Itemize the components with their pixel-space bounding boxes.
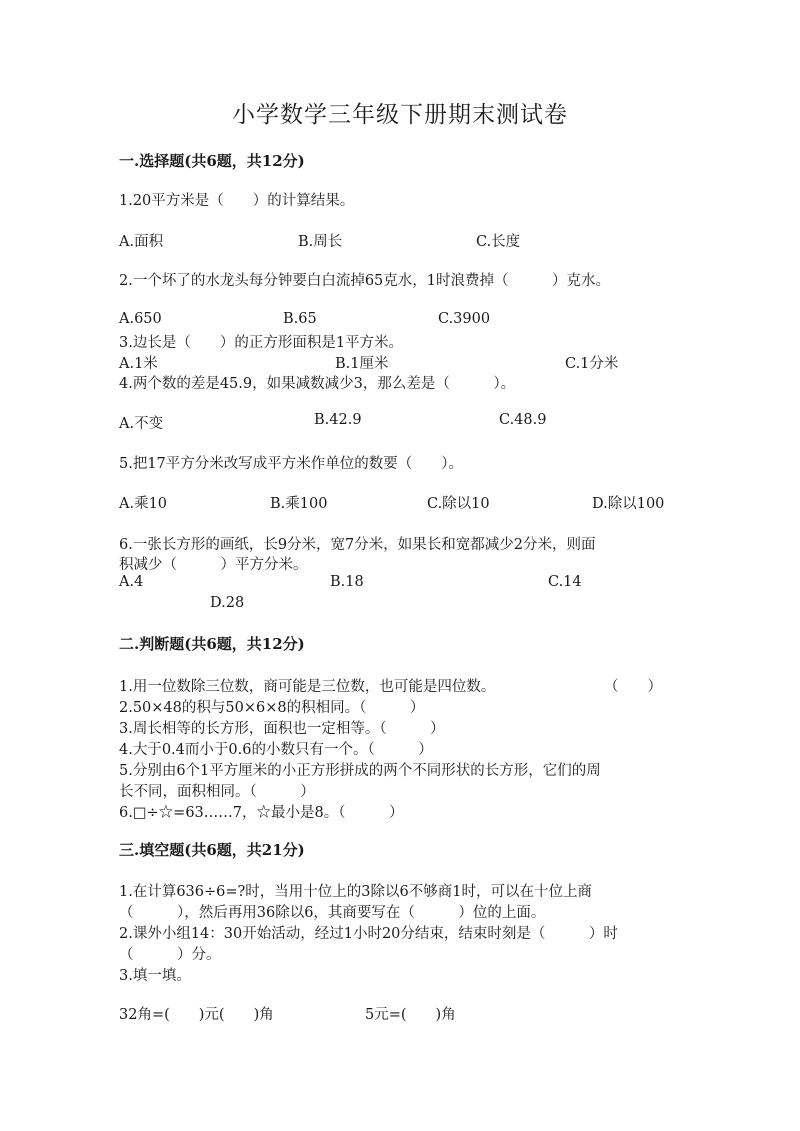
question-5-option-a: A.乘10 bbox=[119, 496, 168, 512]
fill-blank-line: 1.在计算636÷6=?时，当用十位上的3除以6不够商1时，可以在十位上商 bbox=[119, 884, 592, 900]
judgement-line: 长不同，面积相同。（ ） bbox=[119, 784, 315, 800]
judgement-line: 6.□÷☆=63……7，☆最小是8。（ ） bbox=[119, 805, 404, 821]
fill-blank-line: （ ）分。 bbox=[119, 947, 221, 963]
question-3-option-b: B.1厘米 bbox=[335, 356, 389, 372]
fill-blank-item-yuan: 5元=( )角 bbox=[365, 1007, 456, 1023]
question-1-option-c: C.长度 bbox=[476, 234, 521, 250]
question-4-option-b: B.42.9 bbox=[314, 412, 362, 428]
judgement-line: 1.用一位数除三位数，商可能是三位数，也可能是四位数。 bbox=[119, 679, 496, 695]
question-6-stem-line-2: 积减少（ ）平方分米。 bbox=[119, 557, 308, 573]
question-3-option-a: A.1米 bbox=[119, 356, 158, 372]
question-6-option-a: A.4 bbox=[119, 574, 144, 590]
section-heading-choice: 一.选择题(共6题，共12分) bbox=[119, 152, 305, 170]
fill-blank-line: 2.课外小组14：30开始活动，经过1小时20分结束，结束时刻是（ ）时 bbox=[119, 926, 618, 942]
question-5-option-d: D.除以100 bbox=[592, 496, 665, 512]
question-3-stem: 3.边长是（ ）的正方形面积是1平方米。 bbox=[119, 335, 404, 351]
fill-blank-line: （ ），然后再用36除以6，其商要写在（ ）位的上面。 bbox=[119, 905, 546, 921]
question-2-option-b: B.65 bbox=[283, 311, 317, 327]
question-6-stem-line-1: 6.一张长方形的画纸，长9分米，宽7分米，如果长和宽都减少2分米，则面 bbox=[119, 537, 596, 553]
question-3-option-c: C.1分米 bbox=[565, 356, 619, 372]
judgement-line: 2.50×48的积与50×6×8的积相同。（ ） bbox=[119, 700, 425, 716]
section-heading-fill-blank: 三.填空题(共6题，共21分) bbox=[119, 841, 305, 859]
judgement-line: 3.周长相等的长方形，面积也一定相等。（ ） bbox=[119, 721, 445, 737]
page-title: 小学数学三年级下册期末测试卷 bbox=[232, 102, 568, 128]
question-1-option-b: B.周长 bbox=[298, 234, 343, 250]
section-heading-judgement: 二.判断题(共6题，共12分) bbox=[119, 635, 305, 653]
question-1-option-a: A.面积 bbox=[119, 234, 164, 250]
question-4-option-c: C.48.9 bbox=[499, 412, 547, 428]
question-4-option-a: A.不变 bbox=[119, 416, 164, 432]
question-5-stem: 5.把17平方分米改写成平方米作单位的数要（ ）。 bbox=[119, 456, 464, 472]
question-6-option-b: B.18 bbox=[330, 574, 364, 590]
judgement-answer-bracket: （ ） bbox=[604, 679, 662, 695]
judgement-line: 5.分别由6个1平方厘米的小正方形拼成的两个不同形状的长方形，它们的周 bbox=[119, 763, 601, 779]
question-2-option-c: C.3900 bbox=[438, 311, 491, 327]
fill-blank-item-jiao: 32角=( )元( )角 bbox=[119, 1007, 274, 1023]
question-5-option-c: C.除以10 bbox=[427, 496, 490, 512]
fill-blank-line: 3.填一填。 bbox=[119, 968, 191, 984]
question-2-option-a: A.650 bbox=[119, 311, 162, 327]
question-6-option-d: D.28 bbox=[210, 595, 245, 611]
question-2-stem: 2.一个坏了的水龙头每分钟要白白流掉65克水，1时浪费掉（ ）克水。 bbox=[119, 273, 611, 289]
judgement-line: 4.大于0.4而小于0.6的小数只有一个。（ ） bbox=[119, 742, 433, 758]
question-6-option-c: C.14 bbox=[548, 574, 582, 590]
question-1-stem: 1.20平方米是（ ）的计算结果。 bbox=[119, 193, 355, 209]
question-5-option-b: B.乘100 bbox=[270, 496, 328, 512]
question-4-stem: 4.两个数的差是45.9，如果减数减少3，那么差是（ ）。 bbox=[119, 376, 516, 392]
